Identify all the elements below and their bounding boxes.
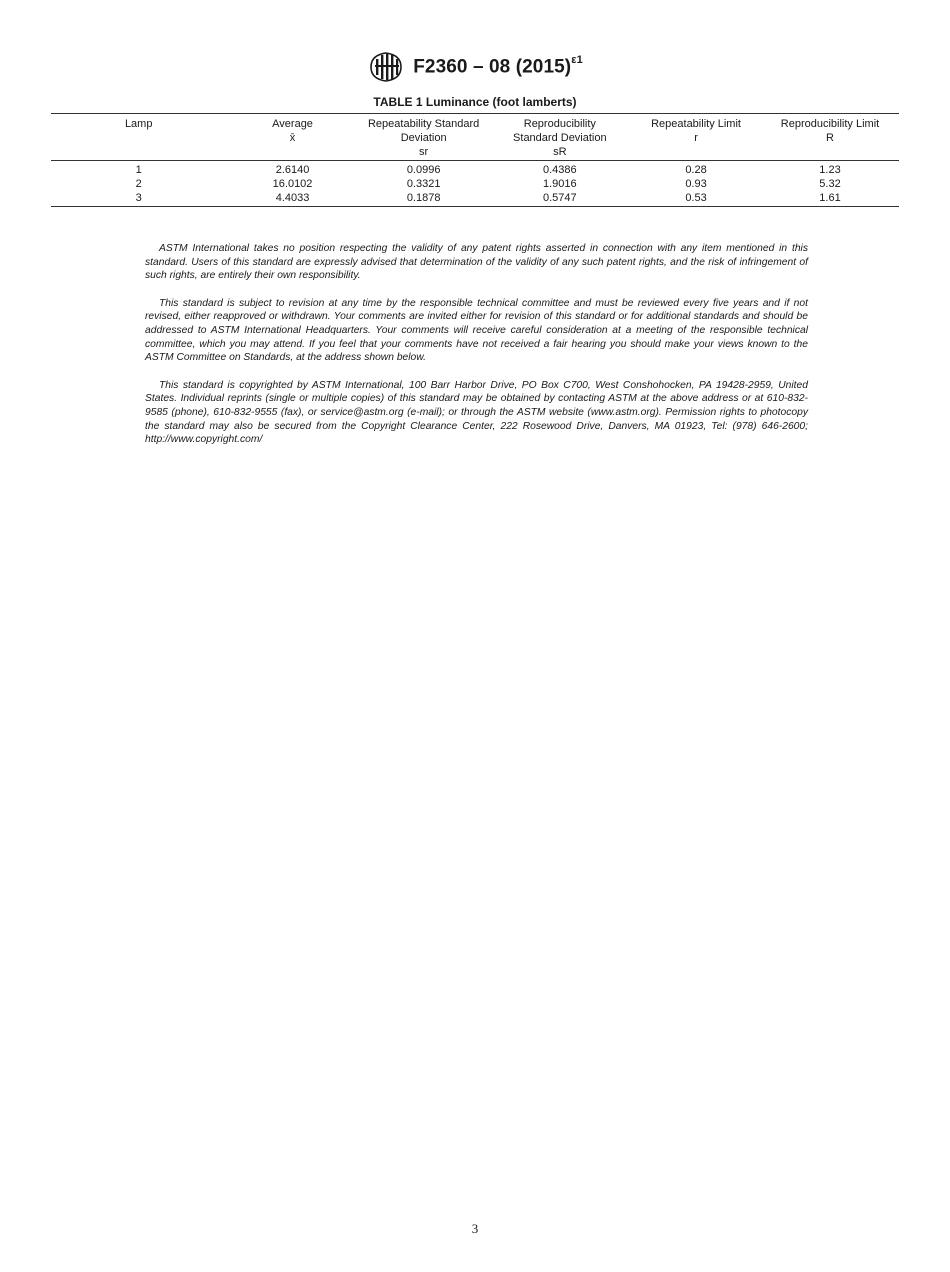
column-header-average: Average x̄ — [272, 118, 313, 144]
page-header — [0, 50, 950, 84]
table-cell: 0.0996 — [406, 164, 441, 176]
copyright-notice: This standard is copyrighted by ASTM International, 100 Barr Harbor Drive, PO Box C700, West Conshohocken, PA 19428-2959, United States. Individual reprints (single or multiple copies) of this standard may be obtained by contacting ASTM at the above address or at 610-832-9585 (phone), 610-832-9555 (fax), or service@astm.org (e-mail); or through the ASTM website (www.astm.org). Permission rights to photocopy the standard may also be secured from the Copyright Clearance Center, 222 Rosewood Drive, Danvers, MA 01923, Tel: (978) 646-2600; http://www.copyright.com/ — [145, 379, 808, 446]
column-header-repeatability-limit: Repeatability Limit r — [651, 118, 741, 144]
table-header-row — [51, 114, 899, 161]
table-cell: 0.1878 — [406, 192, 441, 204]
page-number: 3 — [471, 1221, 479, 1236]
document-designation: F2360 – 08 $(2015)^{\varepsilon 1}$ — [413, 53, 583, 78]
table-cell: 0.93 — [685, 178, 707, 190]
table-cell: 0.3321 — [406, 178, 441, 190]
table-cell: 2.6140 — [275, 164, 310, 176]
table-cell: 0.53 — [685, 192, 707, 204]
table-row — [51, 161, 899, 178]
column-header-reproducibility-limit: Reproducibility Limit R — [780, 118, 880, 144]
table-cell: 0.4386 — [543, 164, 577, 176]
revision-notice: This standard is subject to revision at any time by the responsible technical committee and must be reviewed every five years and if not revised, either reapproved or withdrawn. Your comments are invited either for revision of this standard or for additional standards and should be addressed to ASTM International Headquarters. Your comments will receive careful consideration at a meeting of the responsible technical committee, which you may attend. If you feel that your comments have not received a fair hearing you should make your views known to the ASTM Committee on Standards, at the address shown below. — [145, 297, 808, 364]
table-cell: 0.28 — [685, 164, 707, 176]
column-header-reproducibility-sd: Reproducibility Standard Deviation sR — [513, 118, 607, 158]
table-cell: 1 — [135, 164, 142, 176]
table-cell: 16.0102 — [272, 178, 313, 190]
patent-notice: ASTM International takes no position respecting the validity of any patent rights asserted in connection with any item mentioned in this standard. Users of this standard are expressly advised that determination of the validity of any such patent rights, and the risk of infringement of such rights, are entirely their own responsibility. — [145, 243, 808, 282]
table-cell: 4.4033 — [275, 192, 310, 204]
table-title: TABLE 1 Luminance (foot lamberts) — [373, 95, 577, 109]
luminance-table — [51, 113, 899, 207]
table-cell: 2 — [135, 178, 142, 190]
column-header-lamp: Lamp — [124, 118, 153, 130]
table-cell: 5.32 — [819, 178, 841, 190]
table-cell: 3 — [135, 192, 142, 204]
table-row — [51, 177, 899, 191]
table-cell: 1.61 — [819, 192, 841, 204]
astm-logo-icon — [367, 50, 405, 84]
table-row — [51, 191, 899, 207]
table-cell: 1.9016 — [543, 178, 577, 190]
legal-notices — [145, 242, 808, 461]
epsilon-superscript: ε1 — [571, 53, 583, 66]
table-cell: 1.23 — [819, 164, 841, 176]
table-cell: 0.5747 — [543, 192, 577, 204]
column-header-repeatability-sd: Repeatability Standard Deviation sr — [367, 118, 480, 158]
